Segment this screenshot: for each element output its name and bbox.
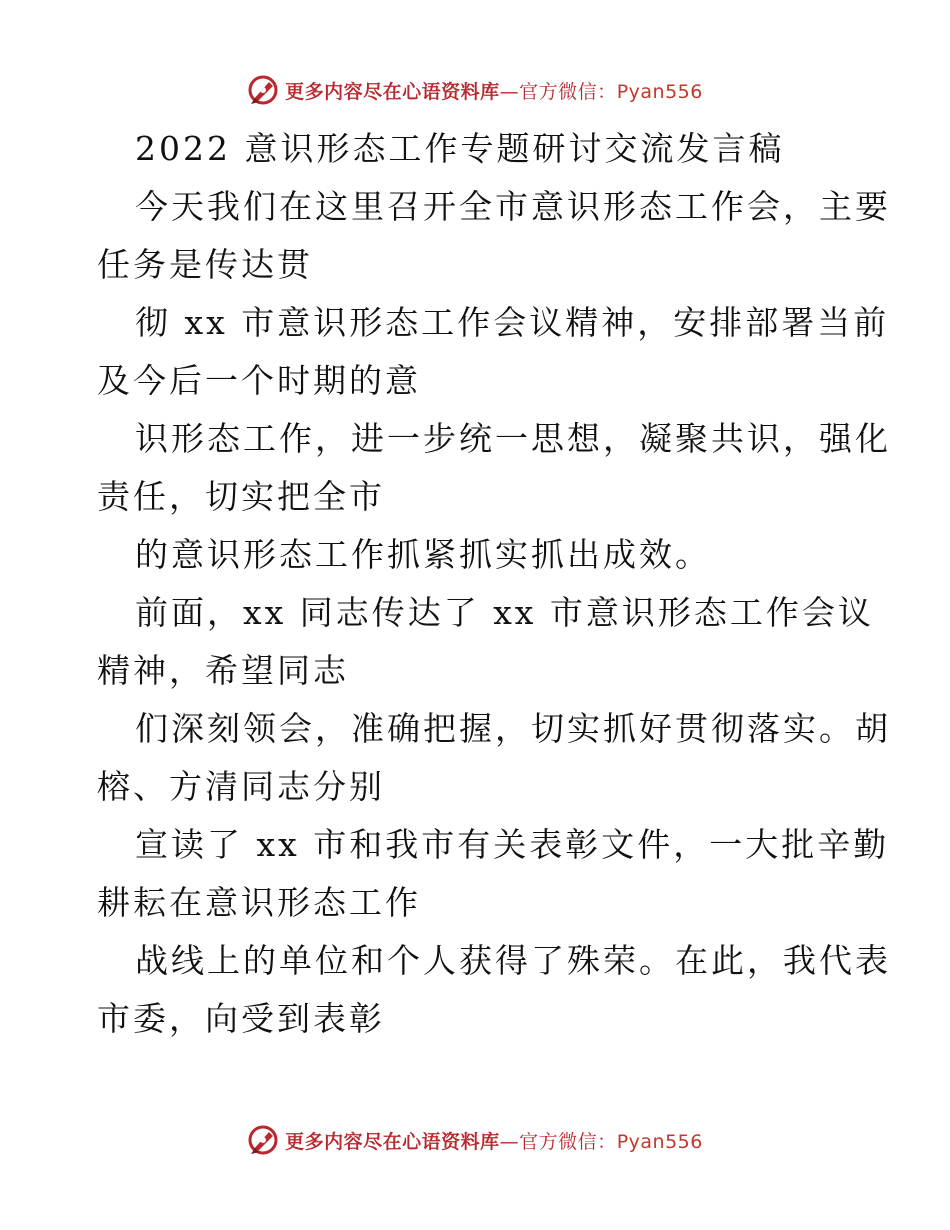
footer-banner	[0, 1120, 950, 1160]
footer-wechat-id: Pyan556	[616, 1130, 703, 1153]
paragraph-line: 今天我们在这里召开全市意识形态工作会，主要	[135, 187, 891, 226]
header-banner	[0, 70, 950, 110]
footer-text	[285, 1127, 703, 1154]
paragraph-line: 精神，希望同志	[97, 651, 349, 690]
footer-wechat-label: 官方微信：	[519, 1130, 617, 1153]
document-title: 2022 意识形态工作专题研讨交流发言稿	[135, 129, 785, 168]
paragraph-line: 宣读了 xx 市和我市有关表彰文件，一大批辛勤	[135, 825, 890, 864]
header-wechat-label: 官方微信：	[519, 80, 617, 103]
header-text	[285, 77, 703, 104]
paragraph-line: 市委，向受到表彰	[97, 999, 385, 1038]
paragraph-line: 彻 xx 市意识形态工作会议精神，安排部署当前	[135, 303, 890, 342]
paragraph-line: 任务是传达贯	[97, 245, 313, 284]
paragraph-line: 们深刻领会，准确把握，切实抓好贯彻落实。胡	[135, 709, 891, 748]
pen-logo-icon	[247, 74, 279, 106]
paragraph-line: 及今后一个时期的意	[97, 361, 421, 400]
footer-separator: —	[499, 1130, 520, 1153]
paragraph-line: 榕、方清同志分别	[97, 767, 385, 806]
header-separator: —	[499, 80, 520, 103]
paragraph-line: 责任，切实把全市	[97, 477, 385, 516]
paragraph-line: 的意识形态工作抓紧抓实抓出成效。	[135, 535, 711, 574]
paragraph-line: 战线上的单位和个人获得了殊荣。在此，我代表	[135, 941, 891, 980]
footer-brand: 更多内容尽在心语资料库	[285, 1130, 500, 1153]
header-wechat-id: Pyan556	[616, 80, 703, 103]
header-brand: 更多内容尽在心语资料库	[285, 80, 500, 103]
document-body	[97, 120, 891, 1048]
paragraph-line: 前面，xx 同志传达了 xx 市意识形态工作会议	[135, 593, 874, 632]
paragraph-line: 耕耘在意识形态工作	[97, 883, 421, 922]
paragraph-line: 识形态工作，进一步统一思想，凝聚共识，强化	[135, 419, 891, 458]
pen-logo-icon	[247, 1124, 279, 1156]
